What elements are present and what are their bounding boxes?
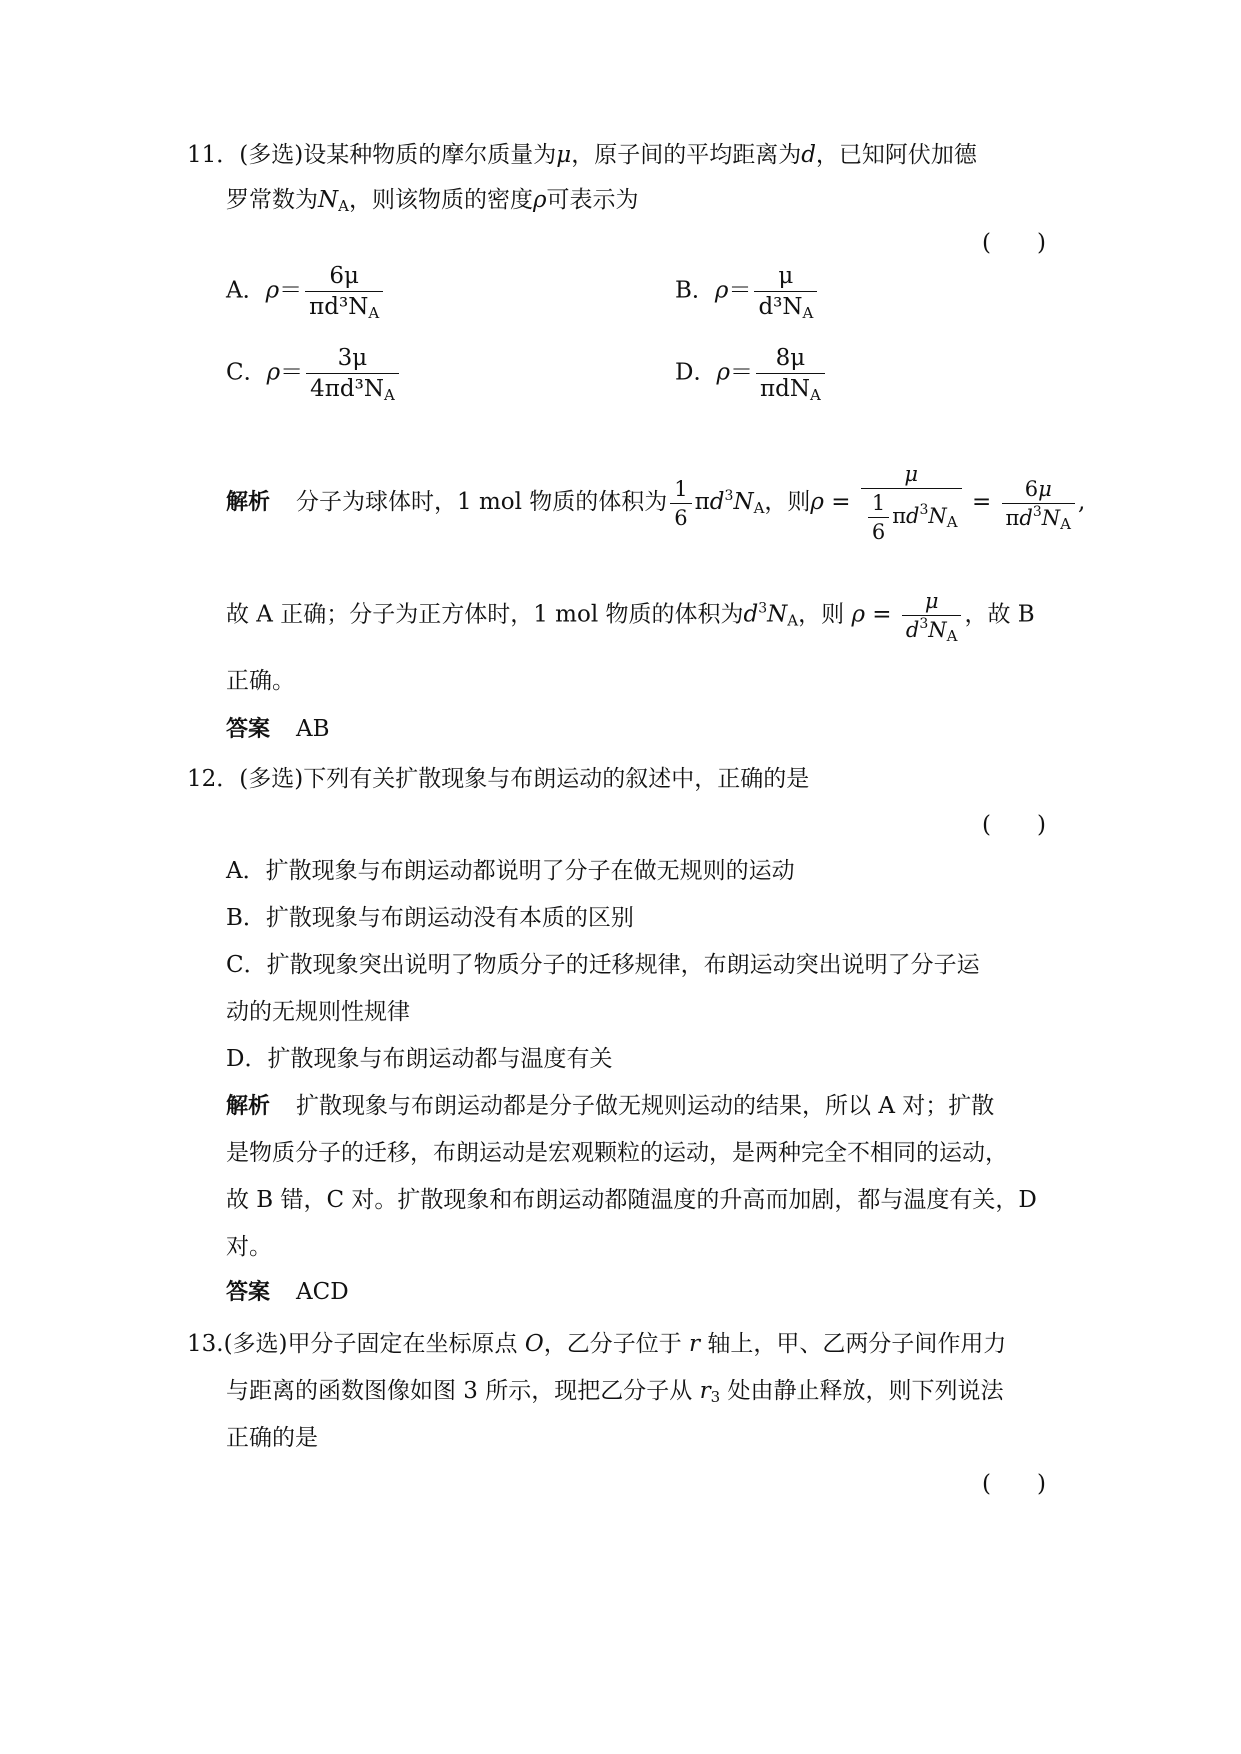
q11-number: 11．(多选)设某种物质的摩尔质量为μ，原子间的平均距离为d，已知阿伏加德 [187, 142, 977, 168]
q12-option-d: D．扩散现象与布朗运动都与温度有关 [226, 1046, 613, 1072]
q13-answer-blank: ( ) [982, 1471, 1046, 1497]
q12-answer: 答案 ACD [226, 1279, 349, 1305]
q12-analysis-line2: 是物质分子的迁移，布朗运动是宏观颗粒的运动，是两种完全不相同的运动， [226, 1140, 1008, 1166]
q13-stem-line1: 13.(多选)甲分子固定在坐标原点 O，乙分子位于 r 轴上，甲、乙两分子间作用力 [187, 1331, 1007, 1357]
q11-analysis-line1: 解析 分子为球体时，1 mol 物质的体积为 $\frac{1}{6}$ $\pi d^3N_A$，则ρ = μ $\frac{1}{6}$ $\pi d^3N_A$ = $\frac{6\mu}{\pi d^3N_A}$ , [226, 462, 1086, 545]
q11-option-c: C．ρ＝ $\frac{3\mu}{4\pi d^3N_A}$ [226, 346, 402, 401]
q11-option-a: A．ρ＝ $\frac{6\mu}{\pi d^3N_A}$ [226, 264, 386, 319]
q12-stem: 12．(多选)下列有关扩散现象与布朗运动的叙述中，正确的是 [187, 766, 810, 792]
q12-option-b: B．扩散现象与布朗运动没有本质的区别 [226, 905, 634, 931]
q11-analysis-line2: 故 A 正确；分子为正方体时，1 mol 物质的体积为$d^3N_A$，则 ρ = $\frac{\mu}{d^3N_A}$ ，故 B [226, 589, 1035, 646]
q12-analysis-line3: 故 B 错，C 对。扩散现象和布朗运动都随温度的升高而加剧，都与温度有关，D [226, 1187, 1037, 1213]
q12-option-c-line1: C．扩散现象突出说明了物质分子的迁移规律，布朗运动突出说明了分子运 [226, 952, 980, 978]
q13-stem-line2: 与距离的函数图像如图 3 所示，现把乙分子从 $r_3$ 处由静止释放，则下列说法 [226, 1378, 1004, 1406]
q12-analysis-line4: 对。 [226, 1234, 272, 1260]
q12-option-a: A．扩散现象与布朗运动都说明了分子在做无规则的运动 [226, 858, 795, 884]
q11-option-b: B．ρ＝ $\frac{\mu}{d^3N_A}$ [675, 264, 820, 319]
q11-answer-blank: ( ) [982, 230, 1046, 256]
q11-stem-line2: 罗常数为$N_A$，则该物质的密度ρ可表示为 [226, 187, 639, 215]
q12-option-c-line2: 动的无规则性规律 [226, 999, 410, 1025]
q11-option-d: D．ρ＝ $\frac{8\mu}{\pi dN_A}$ [675, 346, 828, 401]
q12-answer-blank: ( ) [982, 812, 1046, 838]
q13-stem-line3: 正确的是 [226, 1425, 318, 1451]
q11-answer: 答案 AB [226, 716, 330, 742]
q11-analysis-line3: 正确。 [226, 668, 295, 694]
q12-analysis-line1: 解析 扩散现象与布朗运动都是分子做无规则运动的结果，所以 A 对；扩散 [226, 1093, 995, 1119]
